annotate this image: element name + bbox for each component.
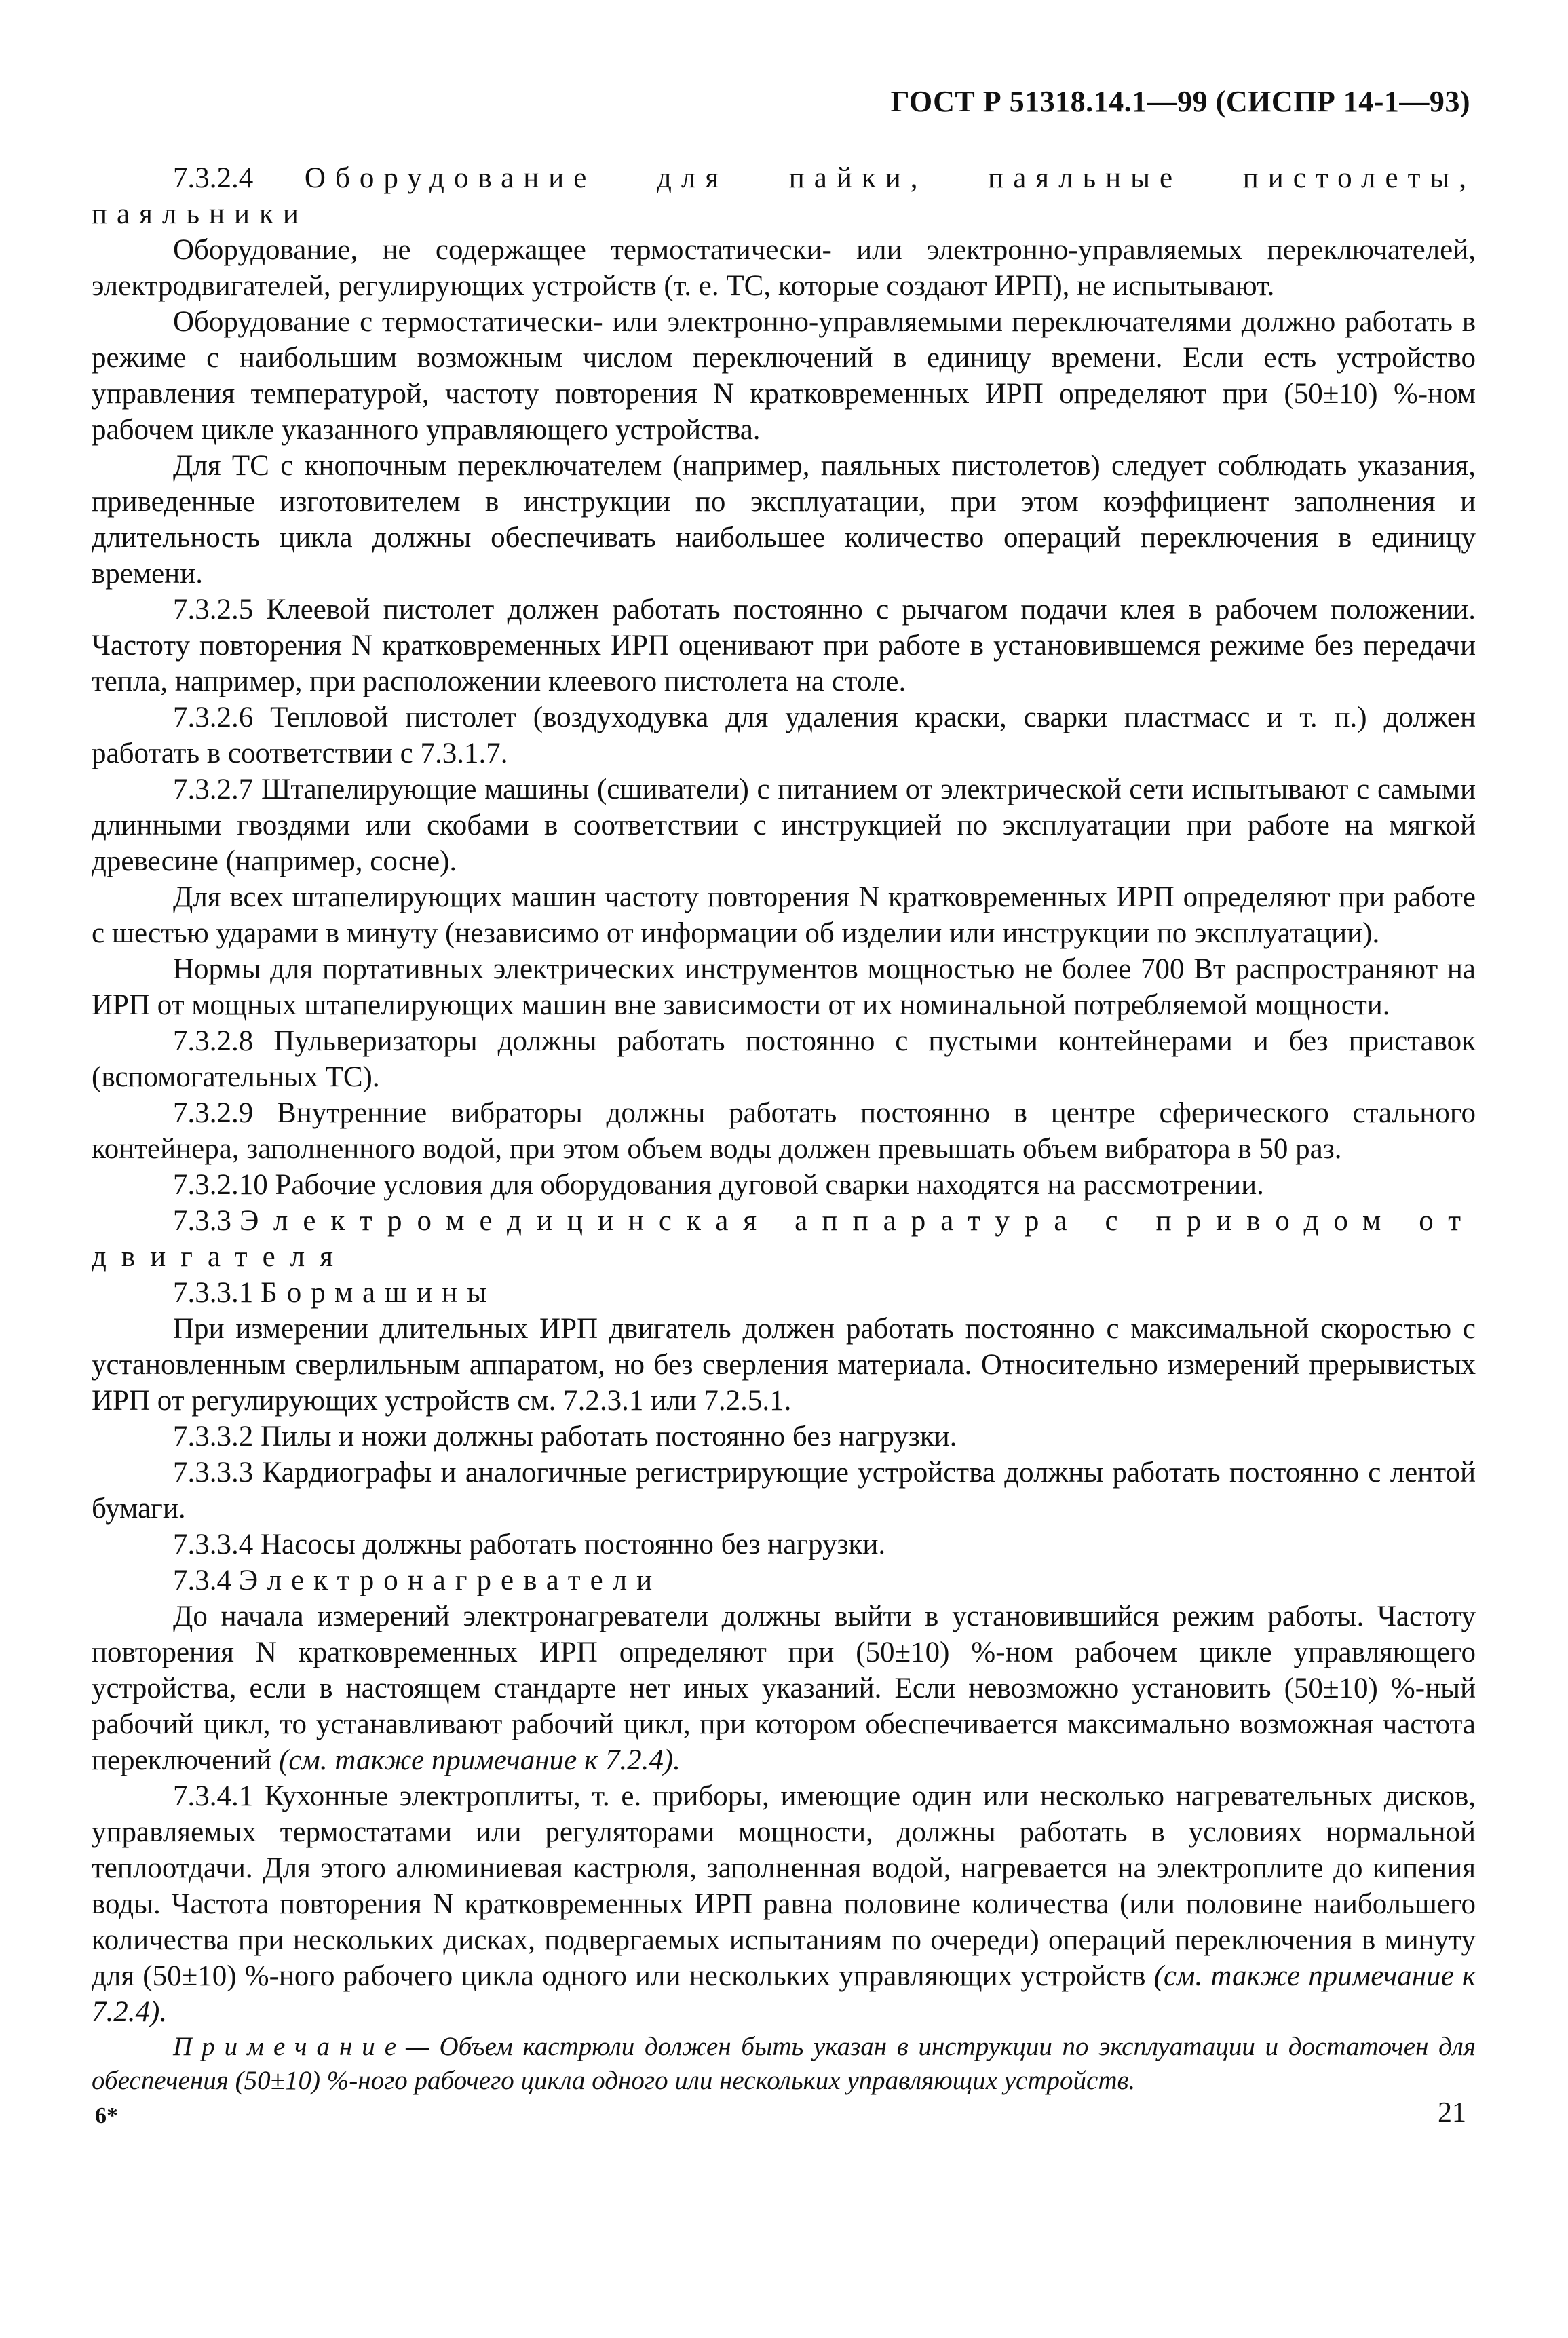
section-title: Оборудование для пайки, паяльные пистолеты, паяльники — [92, 162, 1476, 230]
paragraph: 7.3.3.4 Насосы должны работать постоянно без нагрузки. — [173, 1529, 886, 1560]
paragraph: 7.3.2.7 Штапелирующие машины (сшиватели) с питанием от электрической сети испытывают с самыми длинными гвоздями или скобами в соответствии с инструкцией по эксплуатации при работе на мягкой древесине (например, сосне). — [92, 773, 1476, 877]
document-body — [92, 160, 1476, 2098]
document-header: ГОСТ Р 51318.14.1—99 (СИСПР 14-1—93) — [890, 85, 1470, 118]
paragraph: Оборудование, не содержащее термостатически- или электронно-управляемых переключателей, электродвигателей, регулирующих устройств (т. е. ТС, которые создают ИРП), не испытывают. — [92, 234, 1476, 302]
paragraph: 7.3.2.9 Внутренние вибраторы должны работать постоянно в центре сферического стального контейнера, заполненного водой, при этом объем воды должен превышать объем вибратора в 50 раз. — [92, 1097, 1476, 1165]
paragraph: 7.3.3.2 Пилы и ножи должны работать постоянно без нагрузки. — [173, 1421, 957, 1453]
section-number: 7.3.3.1 — [173, 1277, 254, 1309]
page-number: 21 — [1438, 2097, 1466, 2128]
paragraph — [92, 1598, 1476, 1778]
paragraph: Нормы для портативных электрических инструментов мощностью не более 700 Вт распространяют на ИРП от мощных штапелирующих машин вне зависимости от их номинальной потребляемой мощности. — [92, 953, 1476, 1021]
paragraph: 7.3.2.5 Клеевой пистолет должен работать постоянно с рычагом подачи клея в рабочем положении. Частоту повторения N кратковременных ИРП оценивают при работе в установившемся режиме без передачи тепла, например, при расположении клеевого пистолета на столе. — [92, 594, 1476, 697]
paragraph: Для ТС с кнопочным переключателем (например, паяльных пистолетов) следует соблюдать указания, приведенные изготовителем в инструкции по эксплуатации, при этом коэффициент заполнения и длительность цикла должны обеспечивать наибольшее количество операций переключения в единицу времени. — [92, 450, 1476, 590]
section-title: Бормашины — [261, 1277, 497, 1309]
section-title: Электронагреватели — [238, 1565, 662, 1596]
paragraph: Для всех штапелирующих машин частоту повторения N кратковременных ИРП определяют при работе с шестью ударами в минуту (независимо от информации об изделии или инструкции по эксплуатации). — [92, 881, 1476, 949]
paragraph: 7.3.3.3 Кардиографы и аналогичные регистрирующие устройства должны работать постоянно с лентой бумаги. — [92, 1457, 1476, 1525]
section-number: 7.3.2.4 — [173, 162, 254, 194]
cross-reference: (см. также примечание к 7.2.4). — [92, 1960, 1476, 2028]
note — [92, 2030, 1476, 2098]
paragraph: 7.3.2.6 Тепловой пистолет (воздуходувка для удаления краски, сварки пластмасс и т. п.) должен работать в соответствии с 7.3.1.7. — [92, 702, 1476, 769]
paragraph: Оборудование с термостатически- или электронно-управляемыми переключателями должно работать в режиме с наибольшим возможным числом переключений в единицу времени. Если есть устройство управления температурой, частоту повторения N кратковременных ИРП определяют при (50±10) %-ном рабочем цикле указанного управляющего устройства. — [92, 306, 1476, 446]
section-heading-7-3-4 — [92, 1563, 1476, 1598]
paragraph-text: До начала измерений электронагреватели должны выйти в установившийся режим работы. Частоту повторения N кратковременных ИРП определяют при (50±10) %-ном рабочем цикле управляющего устройства, если в настоящем стандарте нет иных указаний. Если невозможно установить (50±10) %-ный рабочий цикл, то устанавливают рабочий цикл, при котором обеспечивается максимально возможная частота переключений — [92, 1601, 1476, 1776]
section-number: 7.3.4 — [173, 1565, 231, 1596]
paragraph: 7.3.2.8 Пульверизаторы должны работать постоянно с пустыми контейнерами и без приставок (вспомогательных ТС). — [92, 1025, 1476, 1093]
section-number: 7.3.3 — [173, 1205, 231, 1237]
paragraph: 7.3.2.10 Рабочие условия для оборудования дуговой сварки находятся на рассмотрении. — [173, 1169, 1264, 1201]
section-title: Электромедицинская аппаратура с приводом от двигателя — [92, 1205, 1476, 1273]
paragraph — [92, 1778, 1476, 2030]
note-label: Примечание — [173, 2032, 406, 2061]
section-heading-7-3-3 — [92, 1203, 1476, 1275]
section-heading-7-3-2-4 — [92, 160, 1476, 232]
footer-signature-mark: 6* — [95, 2103, 118, 2128]
section-heading-7-3-3-1 — [92, 1275, 1476, 1311]
paragraph: При измерении длительных ИРП двигатель должен работать постоянно с максимальной скоростью с установленным сверлильным аппаратом, но без сверления материала. Относительно измерений прерывистых ИРП от регулирующих устройств см. 7.2.3.1 или 7.2.5.1. — [92, 1313, 1476, 1417]
cross-reference: (см. также примечание к 7.2.4). — [279, 1744, 681, 1776]
note-text: — Объем кастрюли должен быть указан в инструкции по эксплуатации и достаточен для обеспечения (50±10) %-ного рабочего цикла одного или нескольких управляющих устройств. — [92, 2032, 1476, 2095]
paragraph-text: 7.3.4.1 Кухонные электроплиты, т. е. приборы, имеющие один или несколько нагревательных дисков, управляемых термостатами или регуляторами мощности, должны работать в условиях нормальной теплоотдачи. Для этого алюминиевая кастрюля, заполненная водой, нагревается на электроплите до кипения воды. Частота повторения N кратковременных ИРП равна половине количества (или половине наибольшего количества при нескольких дисках, подвергаемых испытаниям по очереди) операций переключения в минуту для (50±10) %-ного рабочего цикла одного или нескольких управляющих устройств — [92, 1780, 1476, 1992]
